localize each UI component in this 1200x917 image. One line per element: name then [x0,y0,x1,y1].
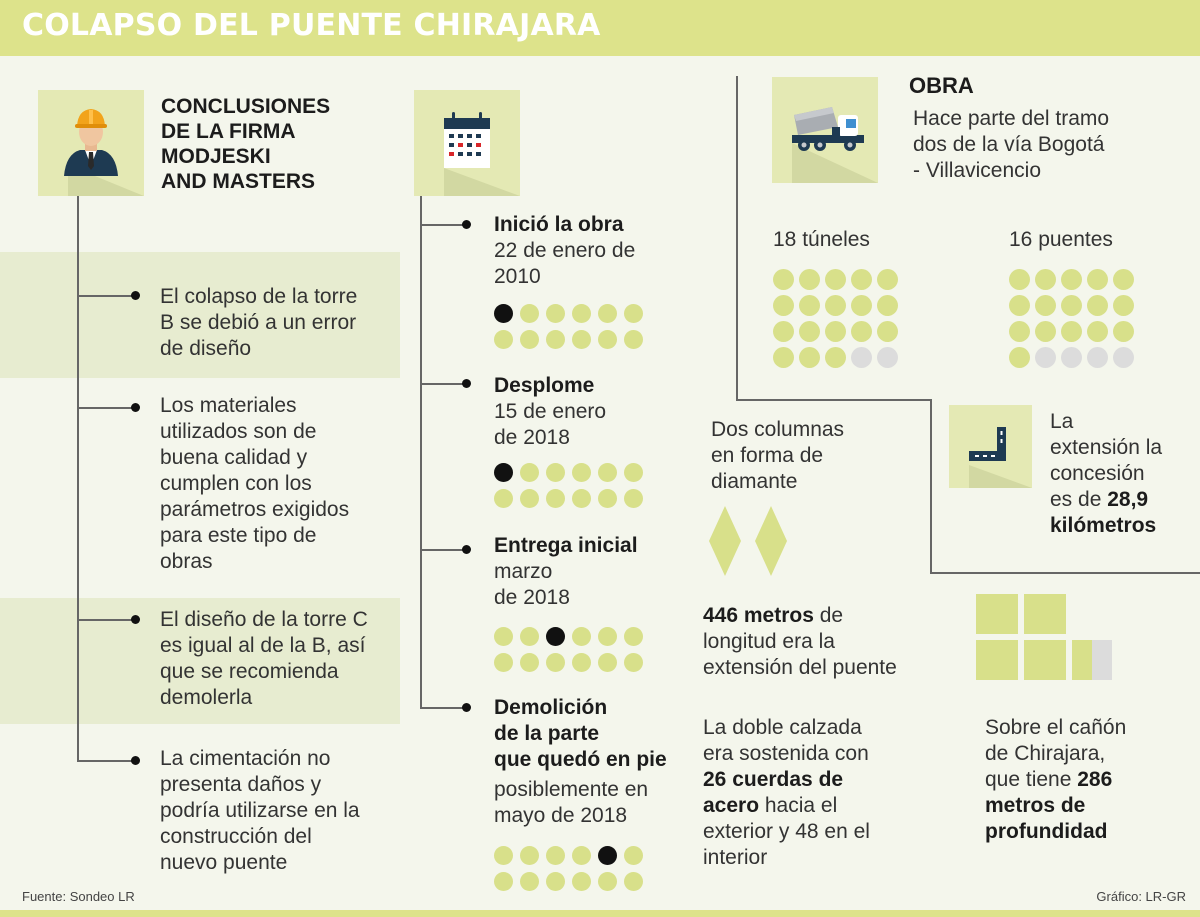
tunnel-dot-filled [825,295,846,316]
conclusion-line: de diseño [160,337,252,360]
progress-dot [494,489,513,508]
tunnel-dot-filled [773,321,794,342]
progress-dot [520,330,539,349]
timeline-bullet [462,220,471,229]
progress-dot [494,846,513,865]
progress-dot [520,304,539,323]
bridge-dot-filled [1087,269,1108,290]
event-title: Inició la obra [494,213,624,236]
bridge-dot-filled [1035,269,1056,290]
concession-line: concesión [1050,462,1145,485]
conclusion-line: podría utilizarse en la [160,799,360,822]
left-branch [77,295,135,297]
cables-text [703,715,870,871]
progress-dot [494,872,513,891]
tunnel-dot-filled [825,321,846,342]
progress-dot [494,330,513,349]
bridge-dot-filled [1009,347,1030,368]
progress-dot [546,846,565,865]
progress-dot [572,846,591,865]
bridge-dot-empty [1061,347,1082,368]
progress-dot [572,330,591,349]
canyon-line: Sobre el cañón [985,716,1127,739]
bridge-dot-filled [1061,295,1082,316]
obra-text-line: dos de la vía Bogotá [913,133,1105,156]
bridge-dot-filled [1009,321,1030,342]
bullet-dot [131,403,140,412]
left-heading-line: DE LA FIRMA [161,120,296,143]
cables-line: La doble calzada [703,716,862,739]
event-progress-dots [494,846,643,891]
source-credit: Fuente: Sondeo LR [22,889,135,904]
conclusion-item-1 [160,284,357,362]
conclusion-item-2 [160,393,349,575]
length-text [703,603,897,681]
engineer-icon [38,90,144,196]
progress-dot [624,304,643,323]
timeline-event-1 [494,212,635,290]
progress-dot [598,872,617,891]
progress-dot [546,872,565,891]
timeline-bullet [462,379,471,388]
length-value: 446 metros [703,604,814,627]
concession-km-value: 28,9 [1107,488,1149,511]
left-heading-line: CONCLUSIONES [161,95,331,118]
progress-dot [598,489,617,508]
progress-dot [572,304,591,323]
tunnel-dot-filled [799,269,820,290]
obra-frame-line [930,572,1200,574]
progress-dot [624,463,643,482]
conclusion-item-3 [160,607,368,711]
bridge-dot-filled [1035,295,1056,316]
conclusion-line: La cimentación no [160,747,331,770]
canyon-line: de Chirajara, [985,742,1106,765]
conclusion-line: construcción del [160,825,312,848]
progress-dot-current [546,627,565,646]
conclusion-line: buena calidad y [160,446,308,469]
progress-dot [546,653,565,672]
timeline-branch [420,224,466,226]
event-date: de 2018 [494,426,570,449]
columns-line: Dos columnas [711,418,845,441]
conclusion-line: cumplen con los [160,472,312,495]
tunnel-dot-filled [825,347,846,368]
obra-title: OBRA [909,73,974,98]
concession-line: es de [1050,488,1108,511]
event-title: que quedó en pie [494,748,667,771]
conclusion-line: nuevo puente [160,851,288,874]
obra-description [913,106,1109,184]
event-progress-dots [494,304,643,349]
event-title: Entrega inicial [494,534,638,557]
bridge-dot-filled [1061,321,1082,342]
progress-dot [520,846,539,865]
progress-dot [624,330,643,349]
page-title: COLAPSO DEL PUENTE CHIRAJARA [22,8,601,43]
canyon-depth-unit: metros de [985,794,1086,817]
bridge-dot-filled [1087,321,1108,342]
progress-dot [598,653,617,672]
diamond-column-icon [709,506,791,581]
event-date: mayo de 2018 [494,804,628,827]
bullet-dot [131,756,140,765]
concession-line: La [1050,410,1074,433]
length-line: de [813,604,844,627]
tunnel-dot-filled [825,269,846,290]
canyon-depth-unit: profundidad [985,820,1108,843]
left-branch [77,619,135,621]
progress-dot [572,627,591,646]
progress-dot [546,330,565,349]
length-line: extensión del puente [703,656,897,679]
truck-icon [772,77,878,183]
event-date: 2010 [494,265,541,288]
tunnel-dot-filled [773,347,794,368]
conclusion-line: Los materiales [160,394,297,417]
cables-value: 26 cuerdas de [703,768,844,791]
progress-dot [494,653,513,672]
length-line: longitud era la [703,630,835,653]
bridges-label: 16 puentes [1009,228,1113,251]
left-branch [77,407,135,409]
progress-dot [520,463,539,482]
obra-text-line: - Villavicencio [913,159,1041,182]
cables-value: acero [703,794,760,817]
bridge-dot-filled [1009,269,1030,290]
progress-dot [520,872,539,891]
event-date: marzo [494,560,553,583]
progress-dot-current [494,304,513,323]
timeline-event-2 [494,373,606,451]
bridge-dot-filled [1009,295,1030,316]
bridge-dot-filled [1087,295,1108,316]
tunnel-dot-filled [851,295,872,316]
progress-dot [624,489,643,508]
bridge-dot-empty [1113,347,1134,368]
event-date: 15 de enero [494,400,607,423]
progress-dot [598,463,617,482]
progress-dot [572,872,591,891]
conclusion-item-4 [160,746,360,876]
bridge-dot-filled [1113,321,1134,342]
canyon-text [985,715,1126,845]
tunnel-dot-filled [799,321,820,342]
timeline-branch [420,549,466,551]
bridge-dot-filled [1113,295,1134,316]
progress-dot [572,489,591,508]
bridge-dot-filled [1113,269,1134,290]
event-date: posiblemente en [494,778,649,801]
bridges-dot-grid [1009,269,1134,368]
bullet-dot [131,291,140,300]
conclusion-line: utilizados son de [160,420,317,443]
progress-dot-current [494,463,513,482]
conclusion-line: B se debió a un error [160,311,357,334]
tunnel-dot-filled [877,295,898,316]
progress-dot [520,489,539,508]
tunnel-dot-filled [799,295,820,316]
obra-frame-line [736,399,931,401]
progress-dot [624,872,643,891]
cables-line: era sostenida con [703,742,869,765]
canyon-depth-value: 286 [1077,768,1113,791]
canyon-depth-blocks [976,594,1114,687]
progress-dot [572,653,591,672]
progress-dot [572,463,591,482]
columns-line: en forma de [711,444,824,467]
graphic-credit: Gráfico: LR-GR [1096,889,1186,904]
calendar-icon [414,90,520,196]
event-date: de 2018 [494,586,570,609]
tunnel-dot-filled [851,321,872,342]
road-junction-icon [949,405,1032,488]
progress-dot-current [598,846,617,865]
columns-text [711,417,844,495]
conclusion-line: obras [160,550,213,573]
cables-line: exterior y 48 en el [703,820,870,843]
left-branch [77,760,135,762]
bridge-dot-empty [1035,347,1056,368]
left-heading-line: AND MASTERS [161,170,316,193]
progress-dot [494,627,513,646]
progress-dot [598,627,617,646]
tunnels-dot-grid [773,269,898,368]
concession-km-unit: kilómetros [1050,514,1157,537]
event-progress-dots [494,627,643,672]
tunnel-dot-filled [773,295,794,316]
progress-dot [520,653,539,672]
conclusion-line: que se recomienda [160,660,339,683]
timeline-event-3 [494,533,638,611]
progress-dot [546,463,565,482]
tunnels-label: 18 túneles [773,228,870,251]
obra-text-line: Hace parte del tramo [913,107,1110,130]
event-date: 22 de enero de [494,239,636,262]
tunnel-dot-filled [877,321,898,342]
canyon-line: que tiene [985,768,1078,791]
progress-dot [624,627,643,646]
progress-dot [624,846,643,865]
progress-dot [598,330,617,349]
bridge-dot-filled [1061,269,1082,290]
obra-frame-line [930,399,932,573]
conclusion-line: El diseño de la torre C [160,608,368,631]
bridge-dot-empty [1087,347,1108,368]
timeline-event-4 [494,695,667,829]
obra-frame-line [736,76,738,399]
timeline-bullet [462,545,471,554]
tunnel-dot-filled [851,269,872,290]
concession-text [1050,409,1162,539]
left-heading [161,94,330,194]
conclusion-line: parámetros exigidos [160,498,350,521]
tunnel-dot-empty [851,347,872,368]
progress-dot [546,304,565,323]
event-title: Desplome [494,374,595,397]
conclusion-line: es igual al de la B, así [160,634,366,657]
conclusion-line: presenta daños y [160,773,322,796]
columns-line: diamante [711,470,798,493]
conclusion-line: demolerla [160,686,253,709]
conclusion-line: El colapso de la torre [160,285,358,308]
bridge-dot-filled [1035,321,1056,342]
progress-dot [598,304,617,323]
bullet-dot [131,615,140,624]
progress-dot [546,489,565,508]
concession-line: extensión la [1050,436,1163,459]
progress-dot [624,653,643,672]
left-tree-trunk [77,196,79,761]
cables-line: hacia el [759,794,838,817]
timeline-trunk [420,196,422,707]
cables-line: interior [703,846,768,869]
bottom-bar [0,910,1200,917]
conclusion-line: para este tipo de [160,524,317,547]
tunnel-dot-filled [799,347,820,368]
timeline-branch [420,707,466,709]
event-title: de la parte [494,722,600,745]
timeline-bullet [462,703,471,712]
progress-dot [520,627,539,646]
event-progress-dots [494,463,643,508]
left-heading-line: MODJESKI [161,145,271,168]
event-title: Demolición [494,696,608,719]
tunnel-dot-filled [773,269,794,290]
tunnel-dot-filled [877,269,898,290]
tunnel-dot-empty [877,347,898,368]
timeline-branch [420,383,466,385]
